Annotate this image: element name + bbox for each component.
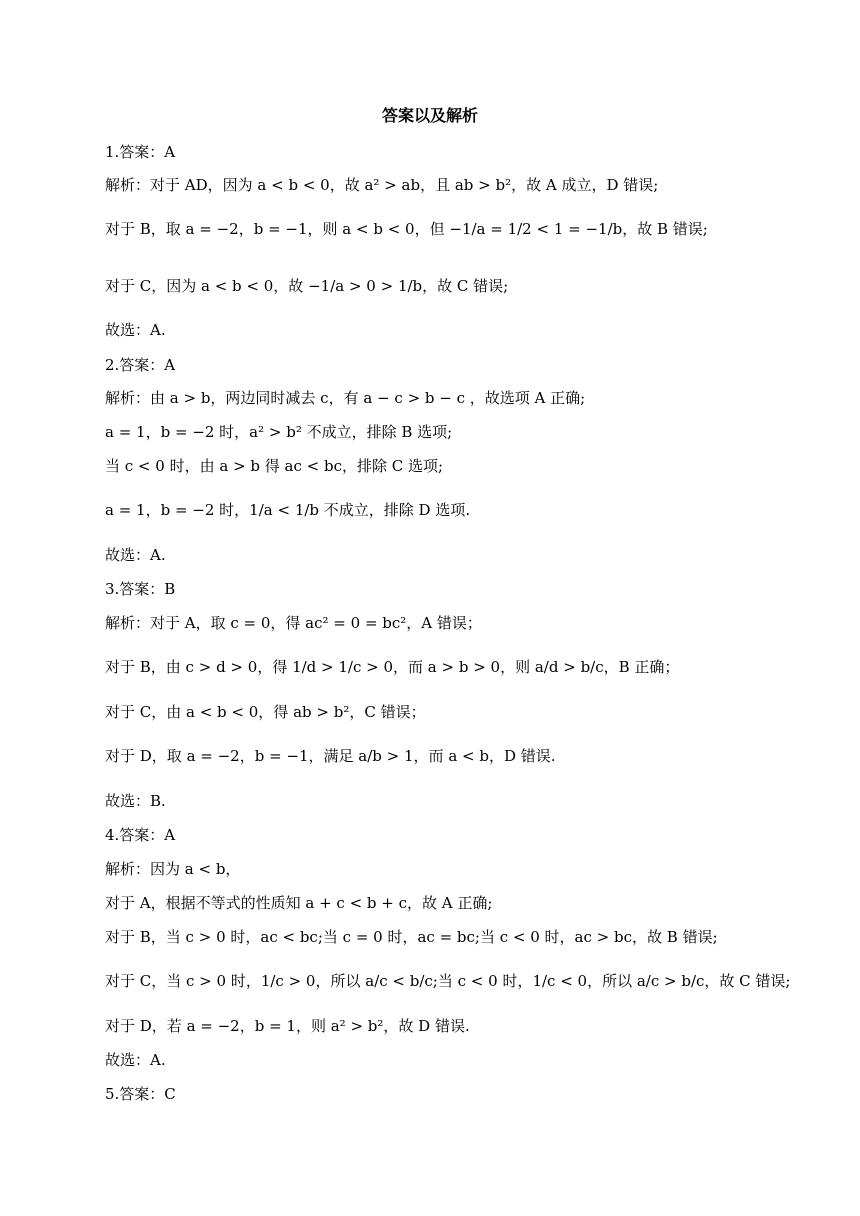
explanation-line: 对于 C，由 a < b < 0，得 ab > b²，C 错误； (105, 703, 426, 721)
explanation-line: 当 c < 0 时，由 a > b 得 ac < bc，排除 C 选项; (105, 457, 444, 475)
explanation-line: 对于 C，因为 a < b < 0，故 −1/a > 0 > 1/b，故 C 错误; (105, 277, 509, 295)
explanation-line: 解析：由 a > b，两边同时减去 c，有 a − c > b − c ，故选项 A 正确; (105, 389, 586, 407)
conclusion-line: 故选：B. (105, 792, 166, 810)
explanation-line: 解析：因为 a < b， (105, 860, 241, 878)
page-title: 答案以及解析 (381, 106, 478, 125)
answer-4: 4.答案：A (105, 826, 176, 844)
answer-5: 5.答案：C (105, 1085, 176, 1103)
explanation-line: 对于 A，根据不等式的性质知 a + c < b + c，故 A 正确; (105, 894, 493, 912)
answer-1: 1.答案：A (105, 143, 176, 161)
explanation-line: 解析：对于 AD，因为 a < b < 0，故 a² > ab，且 ab > b²，故 A 成立，D 错误; (105, 176, 659, 194)
explanation-line: 对于 B，当 c > 0 时，ac < bc;当 c = 0 时，ac = bc;当 c < 0 时，ac > bc，故 B 错误; (105, 928, 718, 946)
explanation-line: 对于 D，若 a = −2，b = 1，则 a² > b²，故 D 错误. (105, 1017, 470, 1035)
explanation-line: a = 1，b = −2 时，a² > b² 不成立，排除 B 选项; (105, 423, 453, 441)
explanation-line: a = 1，b = −2 时，1/a < 1/b 不成立，排除 D 选项. (105, 501, 471, 519)
answer-3: 3.答案：B (105, 580, 176, 598)
explanation-line: 对于 B，取 a = −2，b = −1，则 a < b < 0，但 −1/a = 1/2 < 1 = −1/b，故 B 错误; (105, 220, 708, 238)
explanation-line: 对于 C，当 c > 0 时，1/c > 0，所以 a/c < b/c;当 c < 0 时，1/c < 0，所以 a/c > b/c，故 C 错误; (105, 972, 791, 990)
conclusion-line: 故选：A. (105, 546, 166, 564)
explanation-line: 对于 B，由 c > d > 0，得 1/d > 1/c > 0，而 a > b > 0，则 a/d > b/c，B 正确； (105, 658, 680, 676)
conclusion-line: 故选：A. (105, 1051, 166, 1069)
explanation-line: 解析：对于 A，取 c = 0，得 ac² = 0 = bc²，A 错误； (105, 614, 482, 632)
conclusion-line: 故选：A. (105, 321, 166, 339)
explanation-line: 对于 D，取 a = −2，b = −1，满足 a/b > 1，而 a < b，D 错误. (105, 747, 556, 765)
answer-2: 2.答案：A (105, 356, 176, 374)
